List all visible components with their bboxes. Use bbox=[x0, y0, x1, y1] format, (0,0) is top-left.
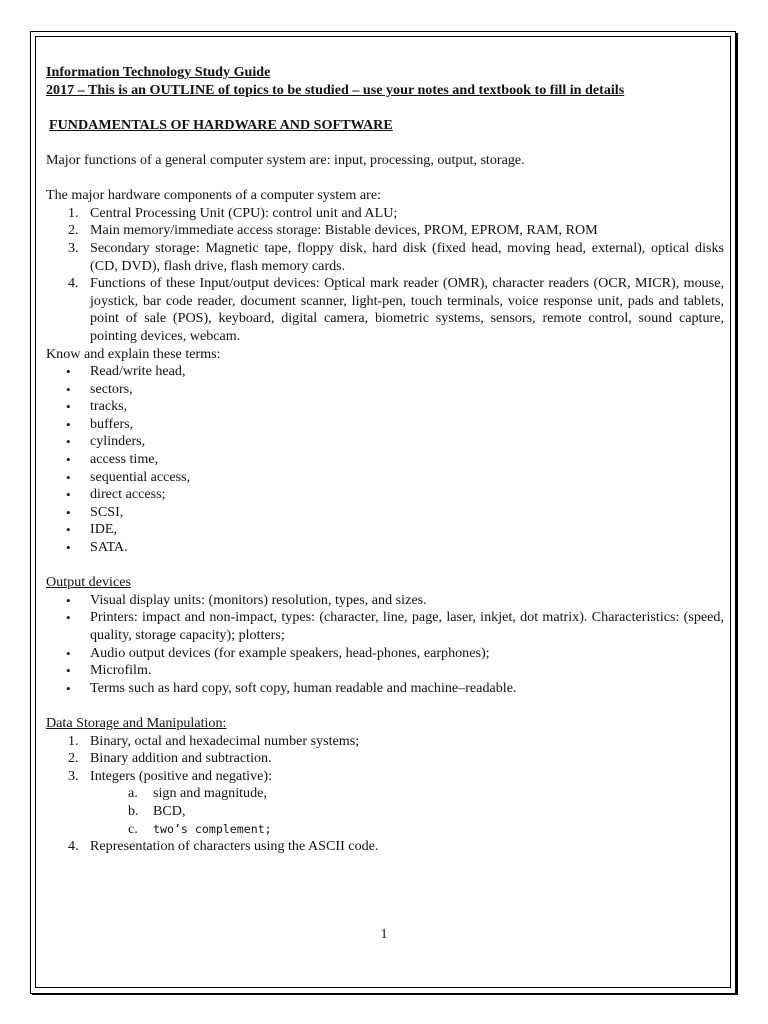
item-number: 4. bbox=[68, 275, 79, 292]
bullet-icon: • bbox=[66, 434, 71, 450]
item-number: 1. bbox=[68, 732, 79, 749]
bullet-icon: • bbox=[66, 680, 71, 696]
output-devices-list bbox=[46, 592, 724, 698]
document-title: Information Technology Study Guide bbox=[46, 64, 271, 80]
item-text: SCSI, bbox=[90, 503, 124, 520]
data-storage-list-continued bbox=[46, 838, 724, 856]
item-text: buffers, bbox=[90, 415, 134, 432]
item-text: Microfilm. bbox=[90, 662, 152, 679]
list-item bbox=[46, 803, 724, 821]
list-item bbox=[46, 733, 724, 751]
output-devices-heading: Output devices bbox=[46, 574, 131, 591]
list-item bbox=[46, 205, 724, 223]
list-item bbox=[46, 821, 724, 839]
bullet-icon: • bbox=[66, 663, 71, 679]
document-subtitle: 2017 – This is an OUTLINE of topics to be studied – use your notes and textbook to fill in details bbox=[46, 81, 625, 98]
item-number: 2. bbox=[68, 222, 79, 239]
hardware-list bbox=[46, 205, 724, 346]
item-number: 2. bbox=[68, 750, 79, 767]
document-body bbox=[46, 64, 724, 856]
item-text: sectors, bbox=[90, 380, 133, 397]
item-text: Main memory/immediate access storage: Bistable devices, PROM, EPROM, RAM, ROM bbox=[90, 222, 598, 239]
item-text: Printers: impact and non-impact, types: (character, line, page, laser, inkjet, dot matrix). Characteristics: (speed, quality, storage capacity); plotters; bbox=[90, 609, 724, 643]
list-item bbox=[46, 381, 724, 399]
list-item bbox=[46, 398, 724, 416]
item-text: IDE, bbox=[90, 521, 118, 538]
item-text: Central Processing Unit (CPU): control unit and ALU; bbox=[90, 204, 398, 221]
item-text: Integers (positive and negative): bbox=[90, 767, 272, 784]
list-item bbox=[46, 469, 724, 487]
list-item bbox=[46, 750, 724, 768]
item-number: b. bbox=[128, 802, 139, 819]
item-text: sequential access, bbox=[90, 468, 191, 485]
bullet-icon: • bbox=[66, 610, 71, 626]
item-text: direct access; bbox=[90, 486, 166, 503]
list-item bbox=[46, 680, 724, 698]
bullet-icon: • bbox=[66, 469, 71, 485]
bullet-icon: • bbox=[66, 399, 71, 415]
bullet-icon: • bbox=[66, 504, 71, 520]
hardware-lead: The major hardware components of a computer system are: bbox=[46, 187, 381, 204]
bullet-icon: • bbox=[66, 540, 71, 556]
item-number: a. bbox=[128, 785, 138, 802]
item-text: Audio output devices (for example speakers, head-phones, earphones); bbox=[90, 644, 490, 661]
item-number: c. bbox=[128, 820, 138, 837]
list-item bbox=[46, 539, 724, 557]
data-storage-list bbox=[46, 733, 724, 786]
list-item bbox=[46, 222, 724, 240]
bullet-icon: • bbox=[66, 487, 71, 503]
intro-paragraph: Major functions of a general computer system are: input, processing, output, storage. bbox=[46, 151, 525, 168]
section-heading: FUNDAMENTALS OF HARDWARE AND SOFTWARE bbox=[49, 116, 393, 133]
page-number: 1 bbox=[380, 926, 388, 942]
terms-lead: Know and explain these terms: bbox=[46, 345, 221, 362]
item-text: sign and magnitude, bbox=[153, 785, 267, 802]
list-item bbox=[46, 363, 724, 381]
bullet-icon: • bbox=[66, 452, 71, 468]
list-item bbox=[46, 486, 724, 504]
item-number: 3. bbox=[68, 239, 79, 256]
list-item bbox=[46, 838, 724, 856]
list-item bbox=[46, 592, 724, 610]
data-storage-heading: Data Storage and Manipulation: bbox=[46, 714, 227, 731]
page-border-shadow-bottom bbox=[32, 993, 738, 995]
list-item bbox=[46, 240, 724, 275]
list-item bbox=[46, 504, 724, 522]
item-text: Functions of these Input/output devices: Optical mark reader (OMR), character readers (OCR, MICR), mouse, joystick, bar code reader, document scanner, light-pen, touch terminals, voice response unit, pads and tablets, point of sale (POS), keyboard, digital camera, biometric systems, sensors, remote control, sound capture, pointing devices, webcam. bbox=[90, 275, 724, 344]
bullet-icon: • bbox=[66, 364, 71, 380]
list-item bbox=[46, 451, 724, 469]
list-item bbox=[46, 416, 724, 434]
item-number: 4. bbox=[68, 838, 79, 855]
list-item bbox=[46, 433, 724, 451]
item-text: BCD, bbox=[153, 802, 186, 819]
item-text: cylinders, bbox=[90, 433, 146, 450]
list-item bbox=[46, 275, 724, 345]
list-item bbox=[46, 521, 724, 539]
item-number: 1. bbox=[68, 204, 79, 221]
item-text: SATA. bbox=[90, 539, 128, 556]
list-item bbox=[46, 609, 724, 644]
bullet-icon: • bbox=[66, 522, 71, 538]
item-number: 3. bbox=[68, 767, 79, 784]
bullet-icon: • bbox=[66, 645, 71, 661]
bullet-icon: • bbox=[66, 592, 71, 608]
list-item bbox=[46, 768, 724, 786]
terms-list bbox=[46, 363, 724, 557]
item-text: Binary addition and subtraction. bbox=[90, 750, 272, 767]
item-text: tracks, bbox=[90, 398, 128, 415]
page-border-shadow-right bbox=[736, 33, 738, 995]
item-text: access time, bbox=[90, 451, 159, 468]
integer-subitems-list bbox=[46, 785, 724, 838]
item-text: Secondary storage: Magnetic tape, floppy disk, hard disk (fixed head, moving head, external), optical disks (CD, DVD), flash drive, flash memory cards. bbox=[90, 239, 724, 274]
item-text: Read/write head, bbox=[90, 363, 186, 380]
list-item bbox=[46, 645, 724, 663]
item-text: Visual display units: (monitors) resolution, types, and sizes. bbox=[90, 591, 427, 608]
list-item bbox=[46, 785, 724, 803]
bullet-icon: • bbox=[66, 381, 71, 397]
item-text: Binary, octal and hexadecimal number systems; bbox=[90, 732, 360, 749]
item-text: Representation of characters using the ASCII code. bbox=[90, 838, 379, 855]
list-item bbox=[46, 662, 724, 680]
bullet-icon: • bbox=[66, 416, 71, 432]
item-text: Terms such as hard copy, soft copy, human readable and machine–readable. bbox=[90, 679, 517, 696]
item-text: two’s complement; bbox=[153, 821, 272, 836]
